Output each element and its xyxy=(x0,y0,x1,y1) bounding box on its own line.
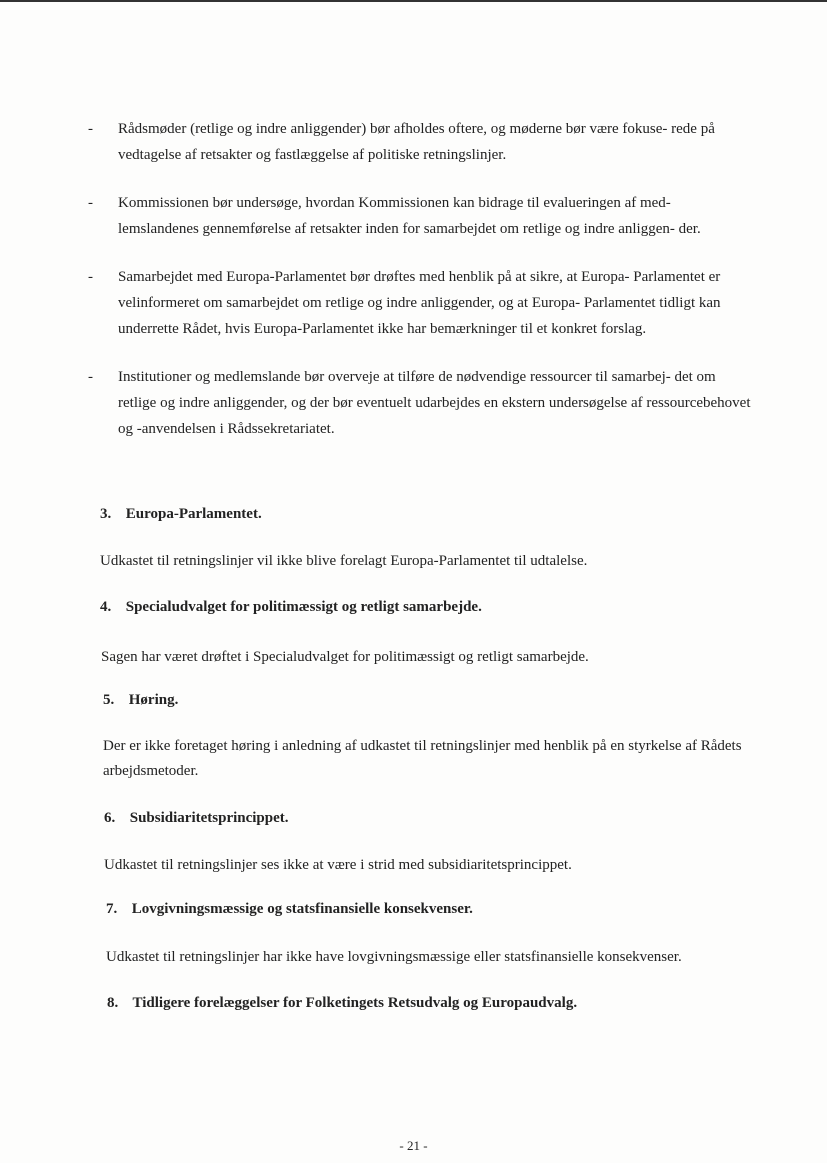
section-heading-3: 3. Europa-Parlamentet. xyxy=(100,506,262,522)
list-item xyxy=(88,364,753,442)
section-heading-7: 7. Lovgivningsmæssige og statsfinansielle konsekvenser. xyxy=(106,901,473,917)
section-body-6: Udkastet til retningslinjer ses ikke at være i strid med subsidiaritetsprincippet. xyxy=(104,857,572,873)
bullet-text: Institutioner og medlemslande bør overveje at tilføre de nødvendige ressourcer til samarbej- det om retlige og indre anliggender, og der bør eventuelt udarbejdes en ekstern undersøgelse af ressourcebehovet og -anvendelsen i Rådssekretariatet. xyxy=(118,369,751,437)
list-item xyxy=(88,190,753,242)
section-heading-5: 5. Høring. xyxy=(103,692,179,708)
bullet-text: Samarbejdet med Europa-Parlamentet bør drøftes med henblik på at sikre, at Europa- Parlamentet er velinformeret om samarbejdet om retlige og indre anliggender, og at Europa- Parlamentet tidligt kan underrette Rådet, hvis Europa-Parlamentet ikke har bemærkninger til et konkret forslag. xyxy=(118,269,721,337)
section-body-7: Udkastet til retningslinjer har ikke have lovgivningsmæssige eller statsfinansielle konsekvenser. xyxy=(106,949,682,965)
section-heading-8: 8. Tidligere forelæggelser for Folketingets Retsudvalg og Europaudvalg. xyxy=(107,995,578,1011)
list-item xyxy=(88,264,753,342)
top-rule xyxy=(0,0,827,2)
page-number: - 21 - xyxy=(399,1138,428,1153)
section-body-4: Sagen har været drøftet i Specialudvalget for politimæssigt og retligt samarbejde. xyxy=(101,649,589,665)
bullet-text: Kommissionen bør undersøge, hvordan Kommissionen kan bidrage til evalueringen af med- lemslandenes gennemførelse af retsakter inden for samarbejdet om retlige og indre anliggen- der. xyxy=(118,195,701,237)
bullet-dash: - xyxy=(88,121,93,137)
bullet-dash: - xyxy=(88,195,93,211)
list-item xyxy=(88,116,753,168)
section-heading-4: 4. Specialudvalget for politimæssigt og retligt samarbejde. xyxy=(100,599,482,615)
section-body-3: Udkastet til retningslinjer vil ikke blive forelagt Europa-Parlamentet til udtalelse. xyxy=(100,553,588,569)
bullet-text: Rådsmøder (retlige og indre anliggender) bør afholdes oftere, og møderne bør være fokuse- rede på vedtagelse af retsakter og fastlæggelse af politiske retningslinjer. xyxy=(118,121,715,163)
bullet-list xyxy=(88,116,753,464)
bullet-dash: - xyxy=(88,369,93,385)
section-heading-6: 6. Subsidiaritetsprincippet. xyxy=(104,810,289,826)
bullet-dash: - xyxy=(88,269,93,285)
section-body-5: Der er ikke foretaget høring i anledning af udkastet til retningslinjer med henblik på en styrkelse af Rådets arbejdsmetoder. xyxy=(103,738,742,779)
